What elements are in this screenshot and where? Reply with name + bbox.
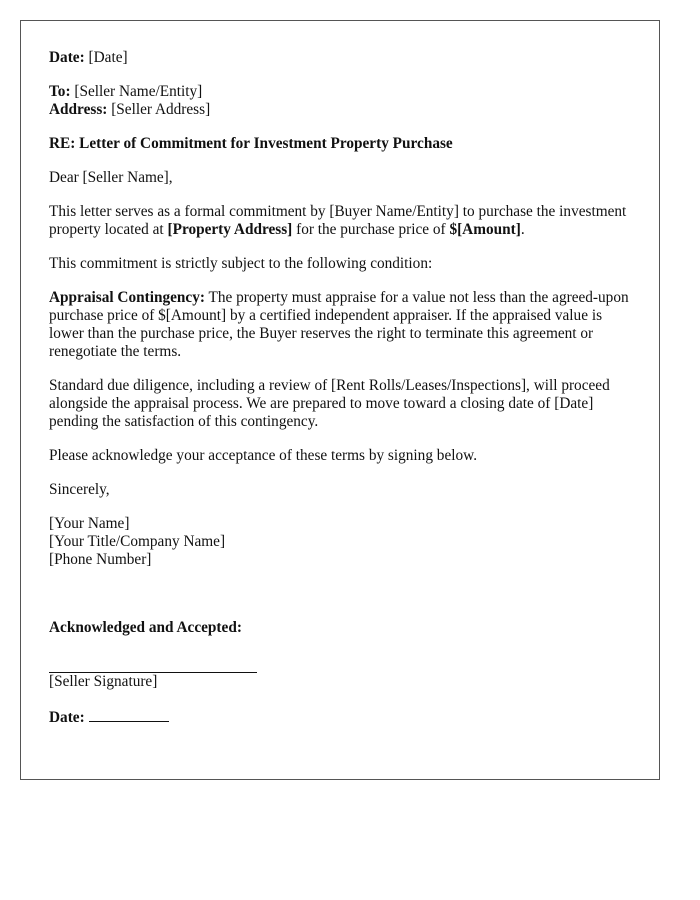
- subject-line: RE: Letter of Commitment for Investment Property Purchase: [49, 135, 453, 152]
- to-line: [49, 83, 631, 101]
- acceptance-date-label: Date:: [49, 709, 85, 726]
- seller-signature-block: [49, 653, 631, 691]
- address-value: [Seller Address]: [111, 101, 211, 118]
- address-label: Address:: [49, 101, 108, 118]
- to-value: [Seller Name/Entity]: [74, 83, 203, 100]
- acceptance-heading: Acknowledged and Accepted:: [49, 619, 242, 636]
- intro-text-3: .: [520, 221, 525, 238]
- acceptance-date-line: [89, 707, 169, 722]
- address-line: [49, 101, 631, 119]
- property-address: [Property Address]: [167, 221, 293, 238]
- salutation: Dear [Seller Name],: [49, 169, 173, 186]
- letter-page: [20, 20, 660, 780]
- contingency-paragraph: [49, 289, 631, 361]
- due-diligence-paragraph: Standard due diligence, including a review of [Rent Rolls/Leases/Inspections], will proceed alongside the appraisal process. We are prepared to move toward a closing date of [Date] pending the satisfaction of this contingency.: [49, 377, 610, 430]
- signature-line: [49, 653, 257, 673]
- condition-intro: This commitment is strictly subject to the following condition:: [49, 255, 433, 272]
- closing: Sincerely,: [49, 481, 110, 498]
- contingency-label: Appraisal Contingency:: [49, 289, 205, 306]
- purchase-amount: $[Amount]: [449, 221, 521, 238]
- spacer: [49, 585, 631, 619]
- to-label: To:: [49, 83, 71, 100]
- acknowledge-request: Please acknowledge your acceptance of these terms by signing below.: [49, 447, 478, 464]
- sender-name: [Your Name]: [49, 515, 130, 532]
- sender-title-company: [Your Title/Company Name]: [49, 533, 226, 550]
- contingency-text: The property must appraise for a value not less than the agreed-upon purchase price of $[Amount] by a certified independent appraiser. If the appraised value is lower than the purchase price, the Buyer reserves the right to terminate this agreement or renegotiate the terms.: [49, 289, 629, 360]
- seller-signature-label: [Seller Signature]: [49, 673, 158, 690]
- sender-phone: [Phone Number]: [49, 551, 152, 568]
- sender-block: [49, 515, 631, 569]
- date-label: Date:: [49, 49, 85, 66]
- acceptance-date-block: [49, 707, 631, 727]
- intro-text-1: This letter serves as a formal commitment by [Buyer Name/Entity] to purchase the investment property located at: [49, 203, 627, 238]
- date-value: [Date]: [88, 49, 128, 66]
- intro-text-2: for the purchase price of: [292, 221, 450, 238]
- intro-paragraph: [49, 203, 631, 239]
- date-block: [49, 49, 631, 67]
- recipient-block: [49, 83, 631, 119]
